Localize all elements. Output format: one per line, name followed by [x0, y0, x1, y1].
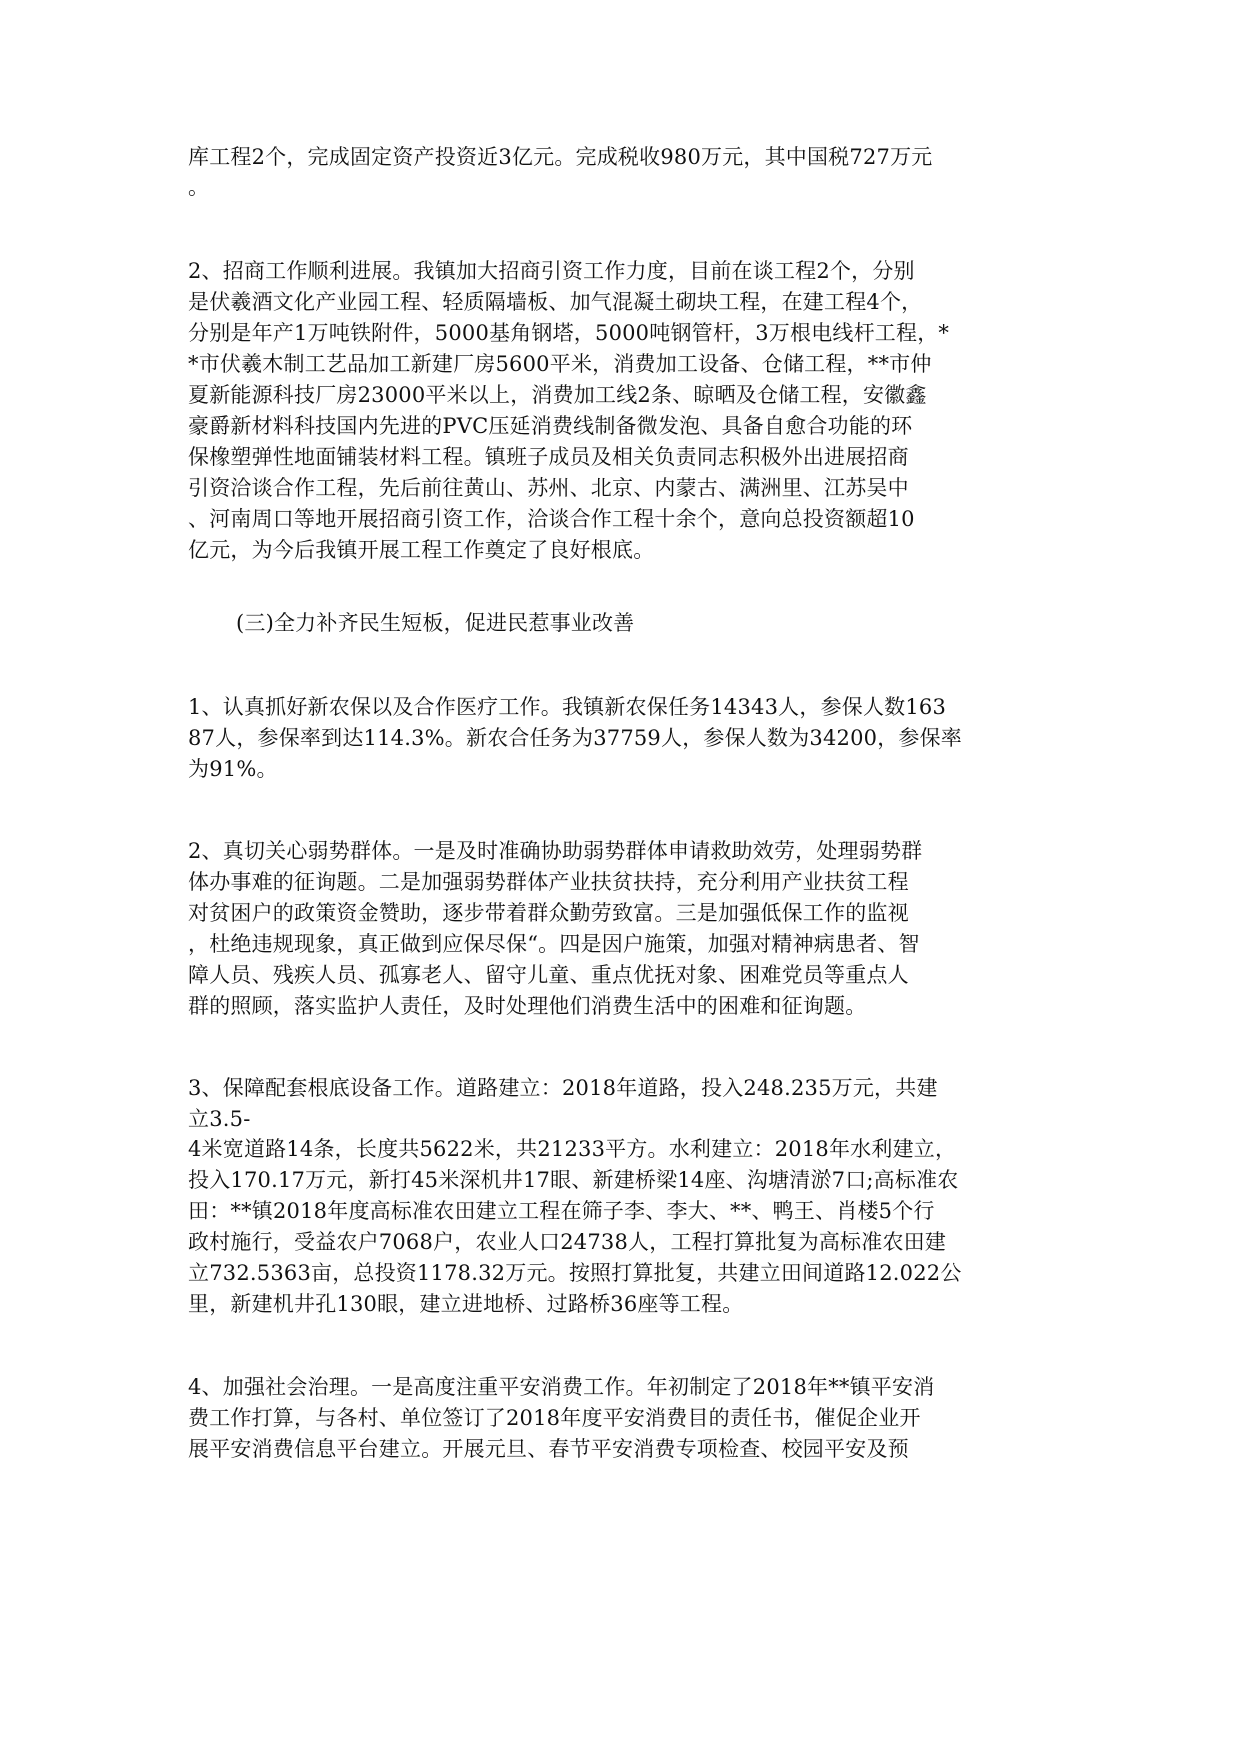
text-line: 费工作打算，与各村、单位签订了2018年度平安消费目的责任书，催促企业开 [188, 1406, 921, 1430]
text-line: 2、招商工作顺利进展。我镇加大招商引资工作力度，目前在谈工程2个，分别 [188, 259, 915, 283]
text-line: 、河南周口等地开展招商引资工作，洽谈合作工程十余个，意向总投资额超10 [188, 507, 915, 531]
text-line: 分别是年产1万吨铁附件，5000基角钢塔，5000吨钢管杆，3万根电线杆工程，* [188, 321, 950, 345]
text-line: 是伏羲酒文化产业园工程、轻质隔墙板、加气混凝土砌块工程，在建工程4个， [188, 290, 923, 314]
text-line: 政村施行，受益农户7068户，农业人口24738人，工程打算批复为高标准农田建 [188, 1230, 947, 1254]
text-line: 4、加强社会治理。一是高度注重平安消费工作。年初制定了2018年**镇平安消 [188, 1375, 935, 1399]
text-line: 库工程2个，完成固定资产投资近3亿元。完成税收980万元，其中国税727万元 [188, 145, 933, 169]
text-line: 引资洽谈合作工程，先后前往黄山、苏州、北京、内蒙古、满洲里、江苏吴中 [188, 476, 909, 500]
text-line: 田：**镇2018年度高标准农田建立工程在筛子李、李大、**、鸭王、肖楼5个行 [188, 1199, 935, 1223]
text-line: 87人，参保率到达114.3%。新农合任务为37759人，参保人数为34200，参保率 [188, 726, 963, 750]
text-line: 亿元，为今后我镇开展工程工作奠定了良好根底。 [188, 538, 655, 562]
text-line: 对贫困户的政策资金赞助，逐步带着群众勤劳致富。三是加强低保工作的监视 [188, 901, 909, 925]
text-line: 为91%。 [188, 757, 278, 781]
text-line: 立3.5- [188, 1107, 251, 1131]
text-line: 障人员、残疾人员、孤寡老人、留守儿童、重点优抚对象、困难党员等重点人 [188, 963, 909, 987]
text-line: 夏新能源科技厂房23000平米以上，消费加工线2条、晾晒及仓储工程，安徽鑫 [188, 383, 927, 407]
text-line: 。 [188, 175, 210, 199]
text-line: 2、真切关心弱势群体。一是及时准确协助弱势群体申请救助效劳，处理弱势群 [188, 839, 923, 863]
text-line: 保橡塑弹性地面铺装材料工程。镇班子成员及相关负责同志积极外出进展招商 [188, 445, 909, 469]
text-line: 3、保障配套根底设备工作。道路建立：2018年道路，投入248.235万元，共建 [188, 1076, 938, 1100]
text-line: *市伏羲木制工艺品加工新建厂房5600平米，消费加工设备、仓储工程，**市仲 [188, 352, 932, 376]
section-heading: (三)全力补齐民生短板，促进民惹事业改善 [236, 611, 635, 635]
text-line: 1、认真抓好新农保以及合作医疗工作。我镇新农保任务14343人，参保人数163 [188, 695, 947, 719]
text-line: 体办事难的征询题。二是加强弱势群体产业扶贫扶持，充分利用产业扶贫工程 [188, 870, 909, 894]
text-line: 投入170.17万元，新打45米深机井17眼、新建桥梁14座、沟塘清淤7口;高标准农 [188, 1168, 959, 1192]
text-line: ，杜绝违规现象，真正做到应保尽保“。四是因户施策，加强对精神病患者、智 [188, 932, 920, 956]
text-line: 4米宽道路14条，长度共5622米，共21233平方。水利建立：2018年水利建立， [188, 1137, 957, 1161]
text-line: 展平安消费信息平台建立。开展元旦、春节平安消费专项检查、校园平安及预 [188, 1437, 909, 1461]
text-line: 群的照顾，落实监护人责任，及时处理他们消费生活中的困难和征询题。 [188, 994, 867, 1018]
text-line: 豪爵新材料科技国内先进的PVC压延消费线制备微发泡、具备自愈合功能的环 [188, 414, 913, 438]
text-line: 里，新建机井孔130眼，建立进地桥、过路桥36座等工程。 [188, 1292, 744, 1316]
text-line: 立732.5363亩，总投资1178.32万元。按照打算批复，共建立田间道路12.022公 [188, 1261, 962, 1285]
